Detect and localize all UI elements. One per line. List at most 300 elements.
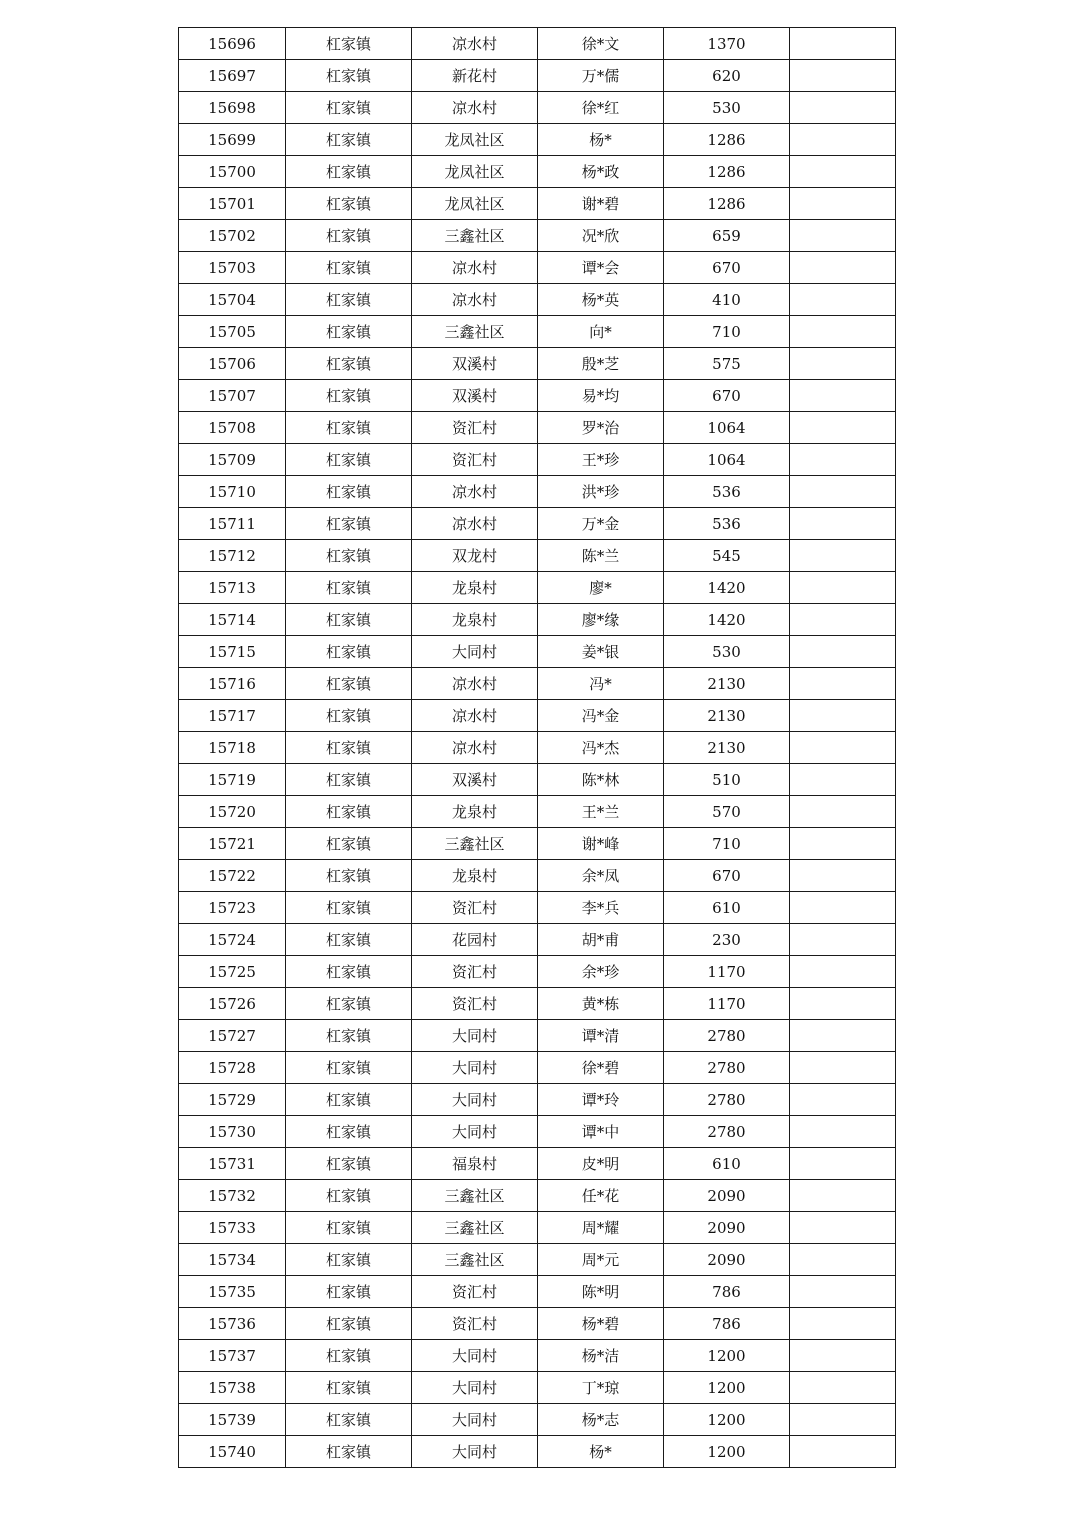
remark-cell: [790, 1084, 896, 1116]
table-row: [179, 796, 896, 828]
village-cell: 三鑫社区: [412, 1180, 538, 1212]
village-cell: 三鑫社区: [412, 1244, 538, 1276]
amount-cell: 2780: [664, 1084, 790, 1116]
town-cell: 杠家镇: [286, 1244, 412, 1276]
name-cell: 丁*琼: [538, 1372, 664, 1404]
amount-cell: 1064: [664, 444, 790, 476]
remark-cell: [790, 1308, 896, 1340]
town-cell: 杠家镇: [286, 956, 412, 988]
town-cell: 杠家镇: [286, 764, 412, 796]
town-cell: 杠家镇: [286, 700, 412, 732]
table-row: [179, 636, 896, 668]
village-cell: 双龙村: [412, 540, 538, 572]
amount-cell: 620: [664, 60, 790, 92]
name-cell: 杨*: [538, 124, 664, 156]
amount-cell: 536: [664, 476, 790, 508]
village-cell: 三鑫社区: [412, 220, 538, 252]
table-row: [179, 1308, 896, 1340]
remark-cell: [790, 92, 896, 124]
town-cell: 杠家镇: [286, 220, 412, 252]
serial-number-cell: 15730: [179, 1116, 286, 1148]
name-cell: 陈*明: [538, 1276, 664, 1308]
remark-cell: [790, 124, 896, 156]
table-row: [179, 764, 896, 796]
serial-number-cell: 15713: [179, 572, 286, 604]
serial-number-cell: 15737: [179, 1340, 286, 1372]
table-row: [179, 668, 896, 700]
town-cell: 杠家镇: [286, 668, 412, 700]
remark-cell: [790, 540, 896, 572]
name-cell: 周*元: [538, 1244, 664, 1276]
remark-cell: [790, 732, 896, 764]
table-row: [179, 1404, 896, 1436]
serial-number-cell: 15723: [179, 892, 286, 924]
name-cell: 杨*英: [538, 284, 664, 316]
serial-number-cell: 15725: [179, 956, 286, 988]
amount-cell: 1420: [664, 572, 790, 604]
remark-cell: [790, 604, 896, 636]
town-cell: 杠家镇: [286, 604, 412, 636]
village-cell: 凉水村: [412, 92, 538, 124]
amount-cell: 1170: [664, 988, 790, 1020]
town-cell: 杠家镇: [286, 28, 412, 60]
remark-cell: [790, 956, 896, 988]
remark-cell: [790, 828, 896, 860]
table-row: [179, 252, 896, 284]
village-cell: 龙泉村: [412, 796, 538, 828]
serial-number-cell: 15714: [179, 604, 286, 636]
name-cell: 王*兰: [538, 796, 664, 828]
name-cell: 黄*栋: [538, 988, 664, 1020]
amount-cell: 1200: [664, 1340, 790, 1372]
remark-cell: [790, 860, 896, 892]
serial-number-cell: 15719: [179, 764, 286, 796]
name-cell: 冯*: [538, 668, 664, 700]
town-cell: 杠家镇: [286, 636, 412, 668]
amount-cell: 1064: [664, 412, 790, 444]
remark-cell: [790, 1404, 896, 1436]
name-cell: 罗*治: [538, 412, 664, 444]
records-table: [178, 27, 896, 1468]
name-cell: 杨*碧: [538, 1308, 664, 1340]
village-cell: 龙泉村: [412, 860, 538, 892]
amount-cell: 710: [664, 828, 790, 860]
table-row: [179, 60, 896, 92]
town-cell: 杠家镇: [286, 1340, 412, 1372]
village-cell: 凉水村: [412, 732, 538, 764]
remark-cell: [790, 476, 896, 508]
village-cell: 双溪村: [412, 380, 538, 412]
village-cell: 资汇村: [412, 988, 538, 1020]
remark-cell: [790, 412, 896, 444]
name-cell: 徐*红: [538, 92, 664, 124]
remark-cell: [790, 1436, 896, 1468]
village-cell: 新花村: [412, 60, 538, 92]
remark-cell: [790, 348, 896, 380]
amount-cell: 545: [664, 540, 790, 572]
amount-cell: 1200: [664, 1404, 790, 1436]
village-cell: 凉水村: [412, 508, 538, 540]
remark-cell: [790, 252, 896, 284]
village-cell: 大同村: [412, 1084, 538, 1116]
village-cell: 大同村: [412, 1052, 538, 1084]
table-row: [179, 572, 896, 604]
serial-number-cell: 15729: [179, 1084, 286, 1116]
remark-cell: [790, 988, 896, 1020]
remark-cell: [790, 444, 896, 476]
remark-cell: [790, 572, 896, 604]
amount-cell: 670: [664, 380, 790, 412]
town-cell: 杠家镇: [286, 1052, 412, 1084]
village-cell: 大同村: [412, 1020, 538, 1052]
table-row: [179, 220, 896, 252]
serial-number-cell: 15709: [179, 444, 286, 476]
table-row: [179, 828, 896, 860]
amount-cell: 670: [664, 252, 790, 284]
serial-number-cell: 15740: [179, 1436, 286, 1468]
amount-cell: 1200: [664, 1372, 790, 1404]
name-cell: 杨*: [538, 1436, 664, 1468]
amount-cell: 659: [664, 220, 790, 252]
town-cell: 杠家镇: [286, 380, 412, 412]
name-cell: 王*珍: [538, 444, 664, 476]
name-cell: 易*均: [538, 380, 664, 412]
town-cell: 杠家镇: [286, 284, 412, 316]
table-row: [179, 124, 896, 156]
remark-cell: [790, 188, 896, 220]
name-cell: 况*欣: [538, 220, 664, 252]
town-cell: 杠家镇: [286, 1148, 412, 1180]
name-cell: 万*儒: [538, 60, 664, 92]
serial-number-cell: 15721: [179, 828, 286, 860]
serial-number-cell: 15722: [179, 860, 286, 892]
table-row: [179, 1052, 896, 1084]
village-cell: 龙凤社区: [412, 156, 538, 188]
serial-number-cell: 15731: [179, 1148, 286, 1180]
amount-cell: 786: [664, 1308, 790, 1340]
town-cell: 杠家镇: [286, 1084, 412, 1116]
name-cell: 廖*缘: [538, 604, 664, 636]
remark-cell: [790, 220, 896, 252]
serial-number-cell: 15698: [179, 92, 286, 124]
name-cell: 万*金: [538, 508, 664, 540]
village-cell: 凉水村: [412, 284, 538, 316]
amount-cell: 230: [664, 924, 790, 956]
name-cell: 冯*金: [538, 700, 664, 732]
town-cell: 杠家镇: [286, 572, 412, 604]
town-cell: 杠家镇: [286, 796, 412, 828]
name-cell: 徐*碧: [538, 1052, 664, 1084]
amount-cell: 710: [664, 316, 790, 348]
remark-cell: [790, 1020, 896, 1052]
town-cell: 杠家镇: [286, 60, 412, 92]
amount-cell: 1370: [664, 28, 790, 60]
table-row: [179, 1436, 896, 1468]
amount-cell: 2130: [664, 668, 790, 700]
village-cell: 凉水村: [412, 28, 538, 60]
table-row: [179, 188, 896, 220]
name-cell: 余*凤: [538, 860, 664, 892]
village-cell: 资汇村: [412, 1276, 538, 1308]
amount-cell: 1170: [664, 956, 790, 988]
town-cell: 杠家镇: [286, 860, 412, 892]
name-cell: 谭*清: [538, 1020, 664, 1052]
amount-cell: 610: [664, 892, 790, 924]
village-cell: 三鑫社区: [412, 828, 538, 860]
serial-number-cell: 15736: [179, 1308, 286, 1340]
remark-cell: [790, 1212, 896, 1244]
village-cell: 资汇村: [412, 892, 538, 924]
town-cell: 杠家镇: [286, 316, 412, 348]
table-row: [179, 892, 896, 924]
serial-number-cell: 15724: [179, 924, 286, 956]
town-cell: 杠家镇: [286, 1116, 412, 1148]
serial-number-cell: 15708: [179, 412, 286, 444]
serial-number-cell: 15732: [179, 1180, 286, 1212]
name-cell: 陈*林: [538, 764, 664, 796]
town-cell: 杠家镇: [286, 892, 412, 924]
serial-number-cell: 15739: [179, 1404, 286, 1436]
amount-cell: 510: [664, 764, 790, 796]
table-row: [179, 540, 896, 572]
town-cell: 杠家镇: [286, 188, 412, 220]
serial-number-cell: 15733: [179, 1212, 286, 1244]
town-cell: 杠家镇: [286, 444, 412, 476]
town-cell: 杠家镇: [286, 156, 412, 188]
remark-cell: [790, 796, 896, 828]
table-row: [179, 348, 896, 380]
remark-cell: [790, 668, 896, 700]
town-cell: 杠家镇: [286, 476, 412, 508]
serial-number-cell: 15704: [179, 284, 286, 316]
table-row: [179, 92, 896, 124]
remark-cell: [790, 1116, 896, 1148]
village-cell: 双溪村: [412, 348, 538, 380]
amount-cell: 2090: [664, 1212, 790, 1244]
amount-cell: 410: [664, 284, 790, 316]
table-row: [179, 732, 896, 764]
table-row: [179, 1340, 896, 1372]
amount-cell: 1286: [664, 156, 790, 188]
table-row: [179, 508, 896, 540]
village-cell: 龙泉村: [412, 604, 538, 636]
amount-cell: 2130: [664, 700, 790, 732]
town-cell: 杠家镇: [286, 828, 412, 860]
serial-number-cell: 15699: [179, 124, 286, 156]
name-cell: 廖*: [538, 572, 664, 604]
village-cell: 龙泉村: [412, 572, 538, 604]
name-cell: 谭*中: [538, 1116, 664, 1148]
village-cell: 凉水村: [412, 700, 538, 732]
serial-number-cell: 15700: [179, 156, 286, 188]
serial-number-cell: 15697: [179, 60, 286, 92]
serial-number-cell: 15702: [179, 220, 286, 252]
amount-cell: 1200: [664, 1436, 790, 1468]
serial-number-cell: 15726: [179, 988, 286, 1020]
town-cell: 杠家镇: [286, 924, 412, 956]
name-cell: 徐*文: [538, 28, 664, 60]
town-cell: 杠家镇: [286, 412, 412, 444]
village-cell: 双溪村: [412, 764, 538, 796]
table-row: [179, 380, 896, 412]
village-cell: 凉水村: [412, 476, 538, 508]
town-cell: 杠家镇: [286, 1020, 412, 1052]
amount-cell: 575: [664, 348, 790, 380]
amount-cell: 2780: [664, 1020, 790, 1052]
name-cell: 任*花: [538, 1180, 664, 1212]
serial-number-cell: 15701: [179, 188, 286, 220]
name-cell: 谢*碧: [538, 188, 664, 220]
amount-cell: 570: [664, 796, 790, 828]
table-row: [179, 860, 896, 892]
serial-number-cell: 15706: [179, 348, 286, 380]
amount-cell: 1286: [664, 188, 790, 220]
serial-number-cell: 15717: [179, 700, 286, 732]
name-cell: 周*耀: [538, 1212, 664, 1244]
table-row: [179, 924, 896, 956]
town-cell: 杠家镇: [286, 1308, 412, 1340]
serial-number-cell: 15707: [179, 380, 286, 412]
table-row: [179, 1212, 896, 1244]
table-row: [179, 1116, 896, 1148]
name-cell: 洪*珍: [538, 476, 664, 508]
village-cell: 资汇村: [412, 412, 538, 444]
serial-number-cell: 15738: [179, 1372, 286, 1404]
table-row: [179, 1244, 896, 1276]
village-cell: 大同村: [412, 1404, 538, 1436]
remark-cell: [790, 1052, 896, 1084]
name-cell: 谢*峰: [538, 828, 664, 860]
town-cell: 杠家镇: [286, 732, 412, 764]
amount-cell: 1420: [664, 604, 790, 636]
remark-cell: [790, 924, 896, 956]
serial-number-cell: 15710: [179, 476, 286, 508]
village-cell: 资汇村: [412, 444, 538, 476]
village-cell: 大同村: [412, 636, 538, 668]
table-row: [179, 412, 896, 444]
remark-cell: [790, 1180, 896, 1212]
name-cell: 向*: [538, 316, 664, 348]
remark-cell: [790, 636, 896, 668]
serial-number-cell: 15705: [179, 316, 286, 348]
village-cell: 凉水村: [412, 668, 538, 700]
name-cell: 谭*玲: [538, 1084, 664, 1116]
remark-cell: [790, 1372, 896, 1404]
table-row: [179, 28, 896, 60]
village-cell: 资汇村: [412, 1308, 538, 1340]
amount-cell: 530: [664, 636, 790, 668]
village-cell: 龙凤社区: [412, 124, 538, 156]
amount-cell: 2130: [664, 732, 790, 764]
amount-cell: 1286: [664, 124, 790, 156]
name-cell: 李*兵: [538, 892, 664, 924]
village-cell: 龙凤社区: [412, 188, 538, 220]
table-row: [179, 1148, 896, 1180]
amount-cell: 2090: [664, 1244, 790, 1276]
amount-cell: 610: [664, 1148, 790, 1180]
amount-cell: 2780: [664, 1116, 790, 1148]
village-cell: 大同村: [412, 1340, 538, 1372]
remark-cell: [790, 60, 896, 92]
village-cell: 大同村: [412, 1436, 538, 1468]
town-cell: 杠家镇: [286, 1372, 412, 1404]
amount-cell: 2090: [664, 1180, 790, 1212]
records-table-body: [179, 28, 896, 1468]
table-row: [179, 700, 896, 732]
village-cell: 三鑫社区: [412, 316, 538, 348]
village-cell: 花园村: [412, 924, 538, 956]
amount-cell: 536: [664, 508, 790, 540]
table-row: [179, 604, 896, 636]
table-row: [179, 444, 896, 476]
name-cell: 姜*银: [538, 636, 664, 668]
serial-number-cell: 15718: [179, 732, 286, 764]
town-cell: 杠家镇: [286, 1276, 412, 1308]
remark-cell: [790, 508, 896, 540]
village-cell: 福泉村: [412, 1148, 538, 1180]
table-row: [179, 1180, 896, 1212]
remark-cell: [790, 1276, 896, 1308]
table-row: [179, 284, 896, 316]
town-cell: 杠家镇: [286, 1180, 412, 1212]
village-cell: 三鑫社区: [412, 1212, 538, 1244]
serial-number-cell: 15712: [179, 540, 286, 572]
serial-number-cell: 15728: [179, 1052, 286, 1084]
name-cell: 胡*甫: [538, 924, 664, 956]
amount-cell: 786: [664, 1276, 790, 1308]
remark-cell: [790, 764, 896, 796]
remark-cell: [790, 156, 896, 188]
town-cell: 杠家镇: [286, 1212, 412, 1244]
village-cell: 大同村: [412, 1116, 538, 1148]
name-cell: 杨*政: [538, 156, 664, 188]
table-row: [179, 1372, 896, 1404]
serial-number-cell: 15720: [179, 796, 286, 828]
table-row: [179, 476, 896, 508]
amount-cell: 670: [664, 860, 790, 892]
town-cell: 杠家镇: [286, 1404, 412, 1436]
town-cell: 杠家镇: [286, 1436, 412, 1468]
serial-number-cell: 15716: [179, 668, 286, 700]
serial-number-cell: 15735: [179, 1276, 286, 1308]
amount-cell: 2780: [664, 1052, 790, 1084]
name-cell: 殷*芝: [538, 348, 664, 380]
town-cell: 杠家镇: [286, 508, 412, 540]
remark-cell: [790, 1148, 896, 1180]
table-row: [179, 956, 896, 988]
name-cell: 余*珍: [538, 956, 664, 988]
remark-cell: [790, 1340, 896, 1372]
table-row: [179, 988, 896, 1020]
village-cell: 大同村: [412, 1372, 538, 1404]
serial-number-cell: 15715: [179, 636, 286, 668]
village-cell: 凉水村: [412, 252, 538, 284]
town-cell: 杠家镇: [286, 348, 412, 380]
table-row: [179, 1020, 896, 1052]
name-cell: 谭*会: [538, 252, 664, 284]
name-cell: 杨*志: [538, 1404, 664, 1436]
serial-number-cell: 15703: [179, 252, 286, 284]
town-cell: 杠家镇: [286, 92, 412, 124]
table-row: [179, 1084, 896, 1116]
remark-cell: [790, 1244, 896, 1276]
town-cell: 杠家镇: [286, 124, 412, 156]
remark-cell: [790, 380, 896, 412]
name-cell: 陈*兰: [538, 540, 664, 572]
remark-cell: [790, 28, 896, 60]
amount-cell: 530: [664, 92, 790, 124]
town-cell: 杠家镇: [286, 540, 412, 572]
